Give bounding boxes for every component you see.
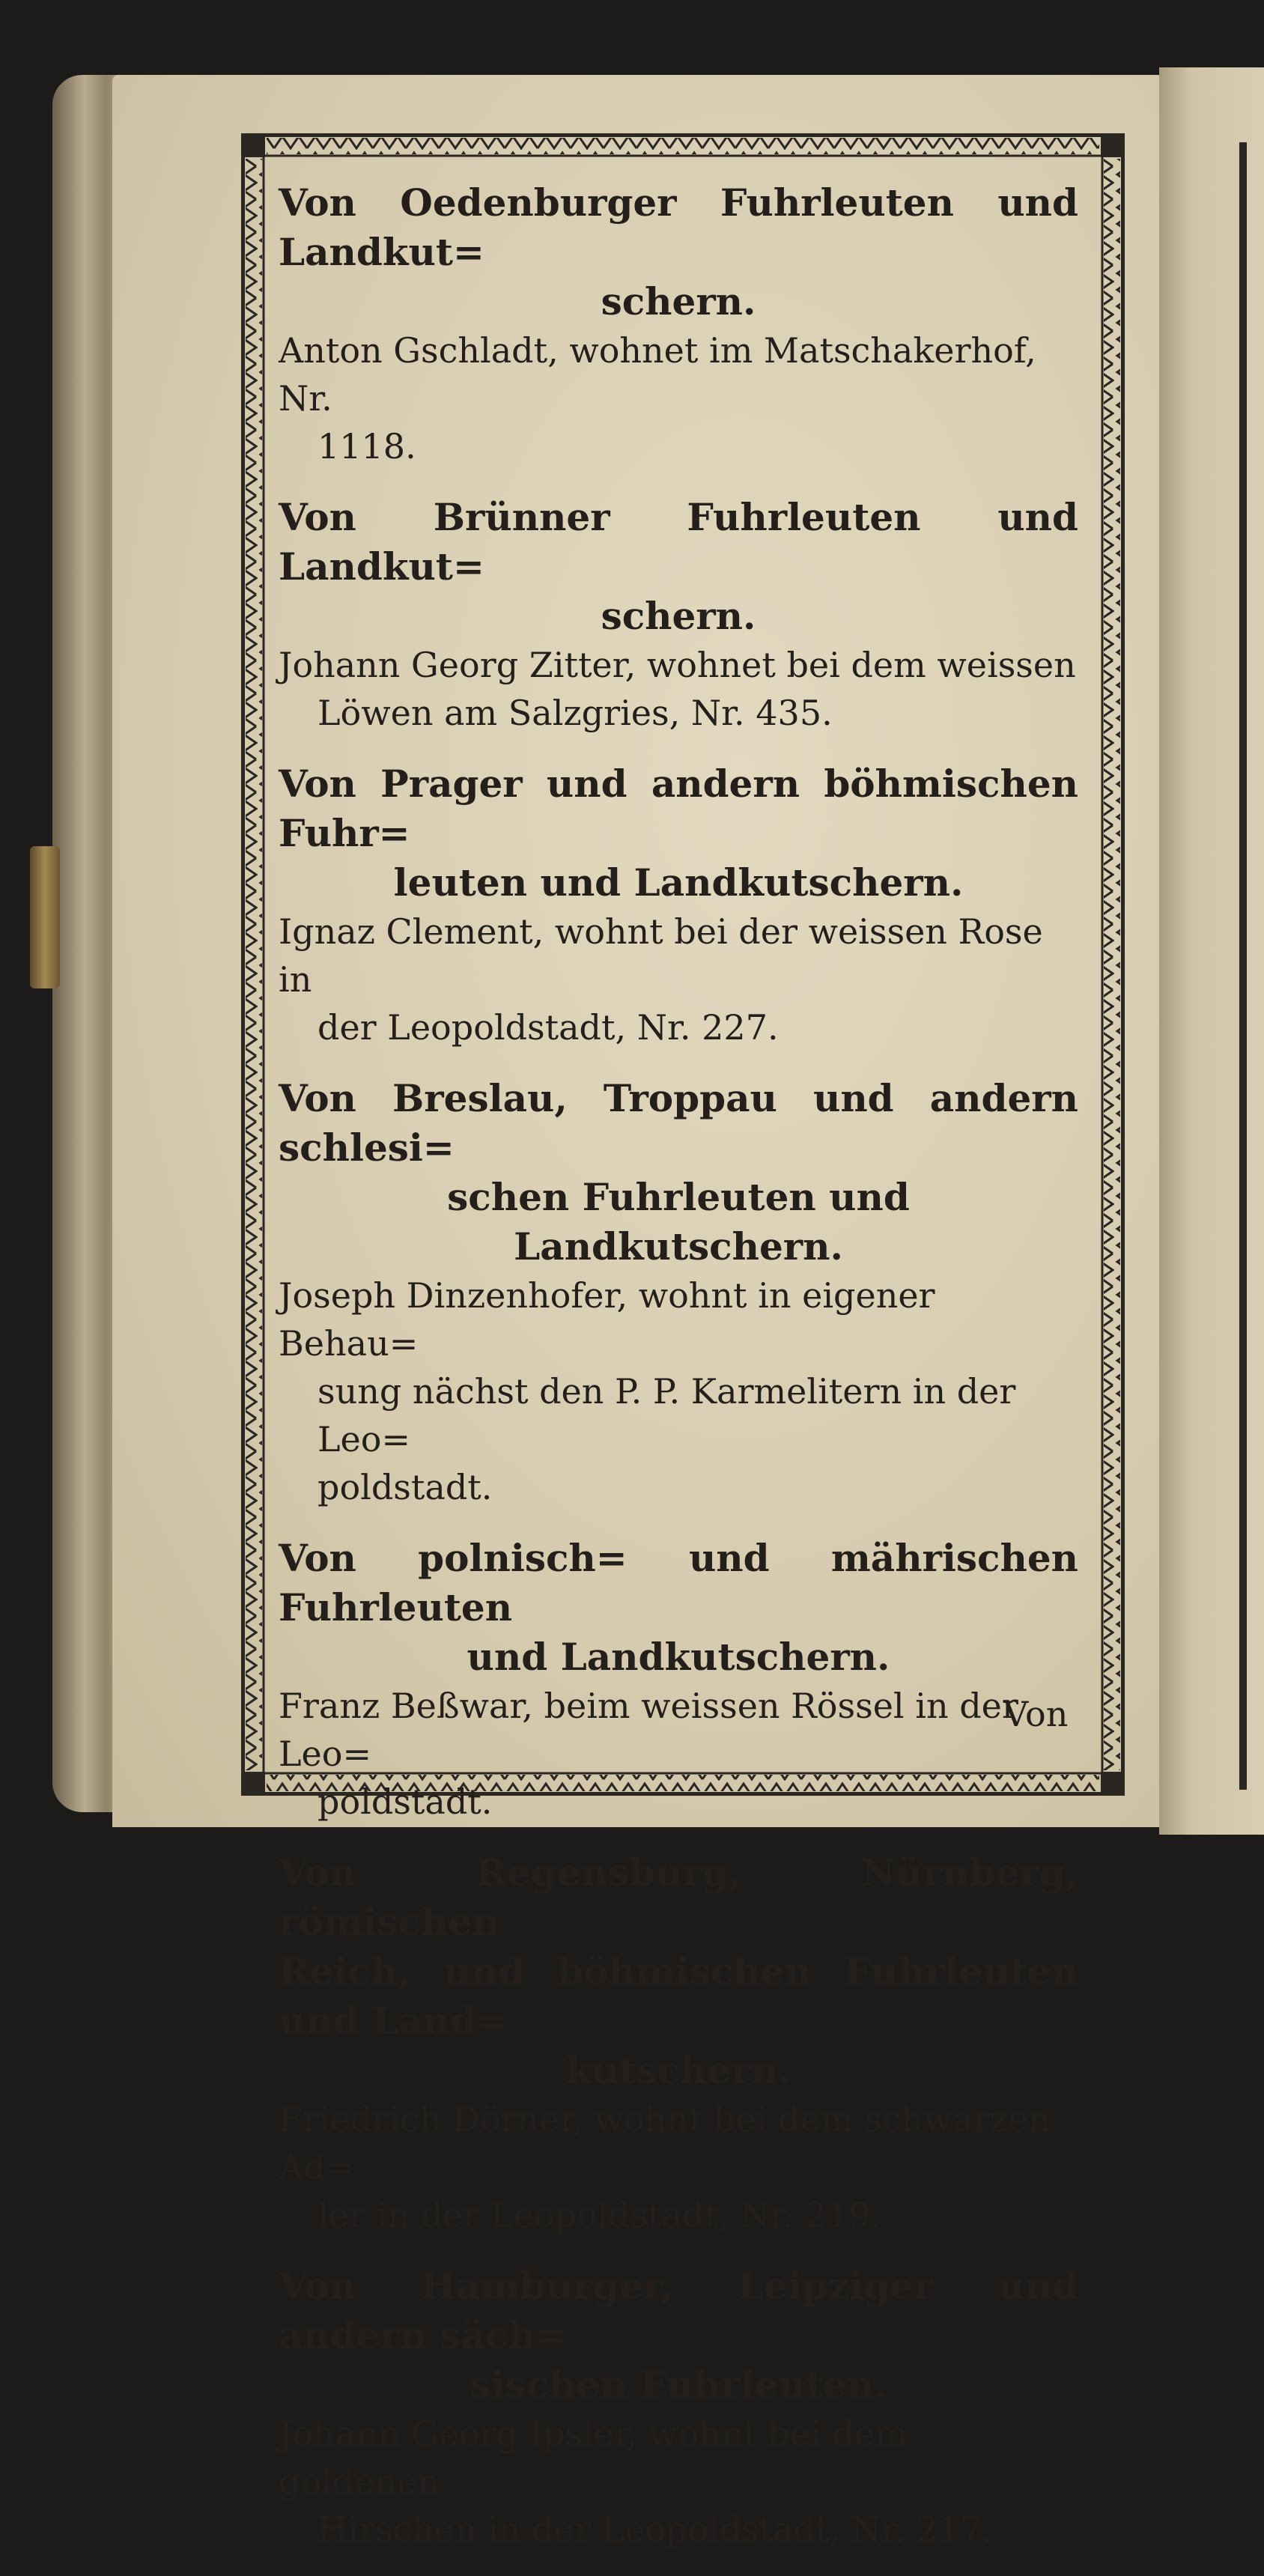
entry-person <box>279 2410 1078 2554</box>
person-line: ler in der Leopoldstadt, Nr. 219. <box>317 2195 882 2235</box>
entry-heading <box>279 2261 1078 2410</box>
entry-person <box>279 1272 1078 1511</box>
person-line: sung nächst den P. P. Karmelitern in der Leo= <box>317 1371 1016 1459</box>
heading-line: kutschern. <box>565 2048 791 2092</box>
heading-line: sischen Fuhrleuten. <box>470 2363 887 2407</box>
entry-heading <box>279 178 1078 326</box>
heading-line: Von Breslau, Troppau und andern schlesi= <box>279 1076 1078 1170</box>
heading-line: Von Regensburg, Nürnberg, römischen <box>279 1850 1078 1944</box>
heading-line: Reich, und böhmischen Fuhrleuten und Land= <box>279 1949 1078 2043</box>
entry-person <box>279 908 1078 1051</box>
heading-line: Von polnisch= und mährischen Fuhrleuten <box>279 1536 1078 1629</box>
page-text <box>279 178 1078 2576</box>
heading-line: schern. <box>601 594 756 638</box>
catchword: Von <box>1003 1694 1069 1734</box>
entry-heading <box>279 1534 1078 1682</box>
entry-heading <box>279 493 1078 641</box>
person-line: Hirschen in der Leopoldstadt, Nr. 217. <box>317 2509 993 2550</box>
entry-heading <box>279 1074 1078 1272</box>
person-line: Franz Beßwar, beim weissen Rössel in der Leo= <box>279 1686 1018 1774</box>
heading-line: Von Oedenburger Fuhrleuten und Landkut= <box>279 180 1078 274</box>
entry-person <box>279 2095 1078 2239</box>
person-line: poldstadt. <box>317 1467 493 1507</box>
person-line: Friedrich Dörner, wohnt bei dem schwarzen Ad= <box>279 2099 1051 2187</box>
heading-line: Von Prager und andern böhmischen Fuhr= <box>279 762 1078 855</box>
entry-bruenn <box>279 493 1078 737</box>
entry-person <box>279 1682 1078 1826</box>
heading-line: schern. <box>601 279 756 323</box>
heading-line: schen Fuhrleuten und Landkutschern. <box>447 1175 910 1269</box>
person-line: Joseph Dinzenhofer, wohnt in eigener Behau= <box>279 1275 935 1364</box>
entry-oedenburg <box>279 178 1078 470</box>
facing-page-frame <box>1239 142 1262 1790</box>
person-line: Löwen am Salzgries, Nr. 435. <box>317 693 833 733</box>
person-line: Ignaz Clement, wohnt bei der weissen Rose in <box>279 911 1043 1000</box>
entry-prag <box>279 759 1078 1051</box>
entry-polnisch <box>279 1534 1078 1826</box>
entry-hamburg <box>279 2261 1078 2554</box>
person-line: Johann Georg Zitter, wohnet bei dem weissen <box>279 645 1076 685</box>
heading-line: Von Brünner Fuhrleuten und Landkut= <box>279 495 1078 589</box>
person-line: Anton Gschladt, wohnet im Matschakerhof, Nr. <box>279 330 1036 419</box>
heading-line: Von Hamburger, Leipziger und andern säch= <box>279 2264 1078 2357</box>
book-clasp <box>30 846 60 988</box>
person-line: 1118. <box>317 426 416 467</box>
entry-person <box>279 641 1078 737</box>
heading-line: leuten und Landkutschern. <box>393 860 964 905</box>
person-line: der Leopoldstadt, Nr. 227. <box>317 1007 779 1048</box>
entry-heading <box>279 1848 1078 2095</box>
entry-heading <box>279 759 1078 908</box>
person-line: Johann Georg Ipsler, wohnt bei dem goldenen <box>279 2414 908 2502</box>
person-line: poldstadt. <box>317 1781 493 1822</box>
entry-regensburg <box>279 1848 1078 2239</box>
entry-person <box>279 326 1078 470</box>
heading-line: und Landkutschern. <box>467 1635 890 1679</box>
entry-breslau <box>279 1074 1078 1511</box>
